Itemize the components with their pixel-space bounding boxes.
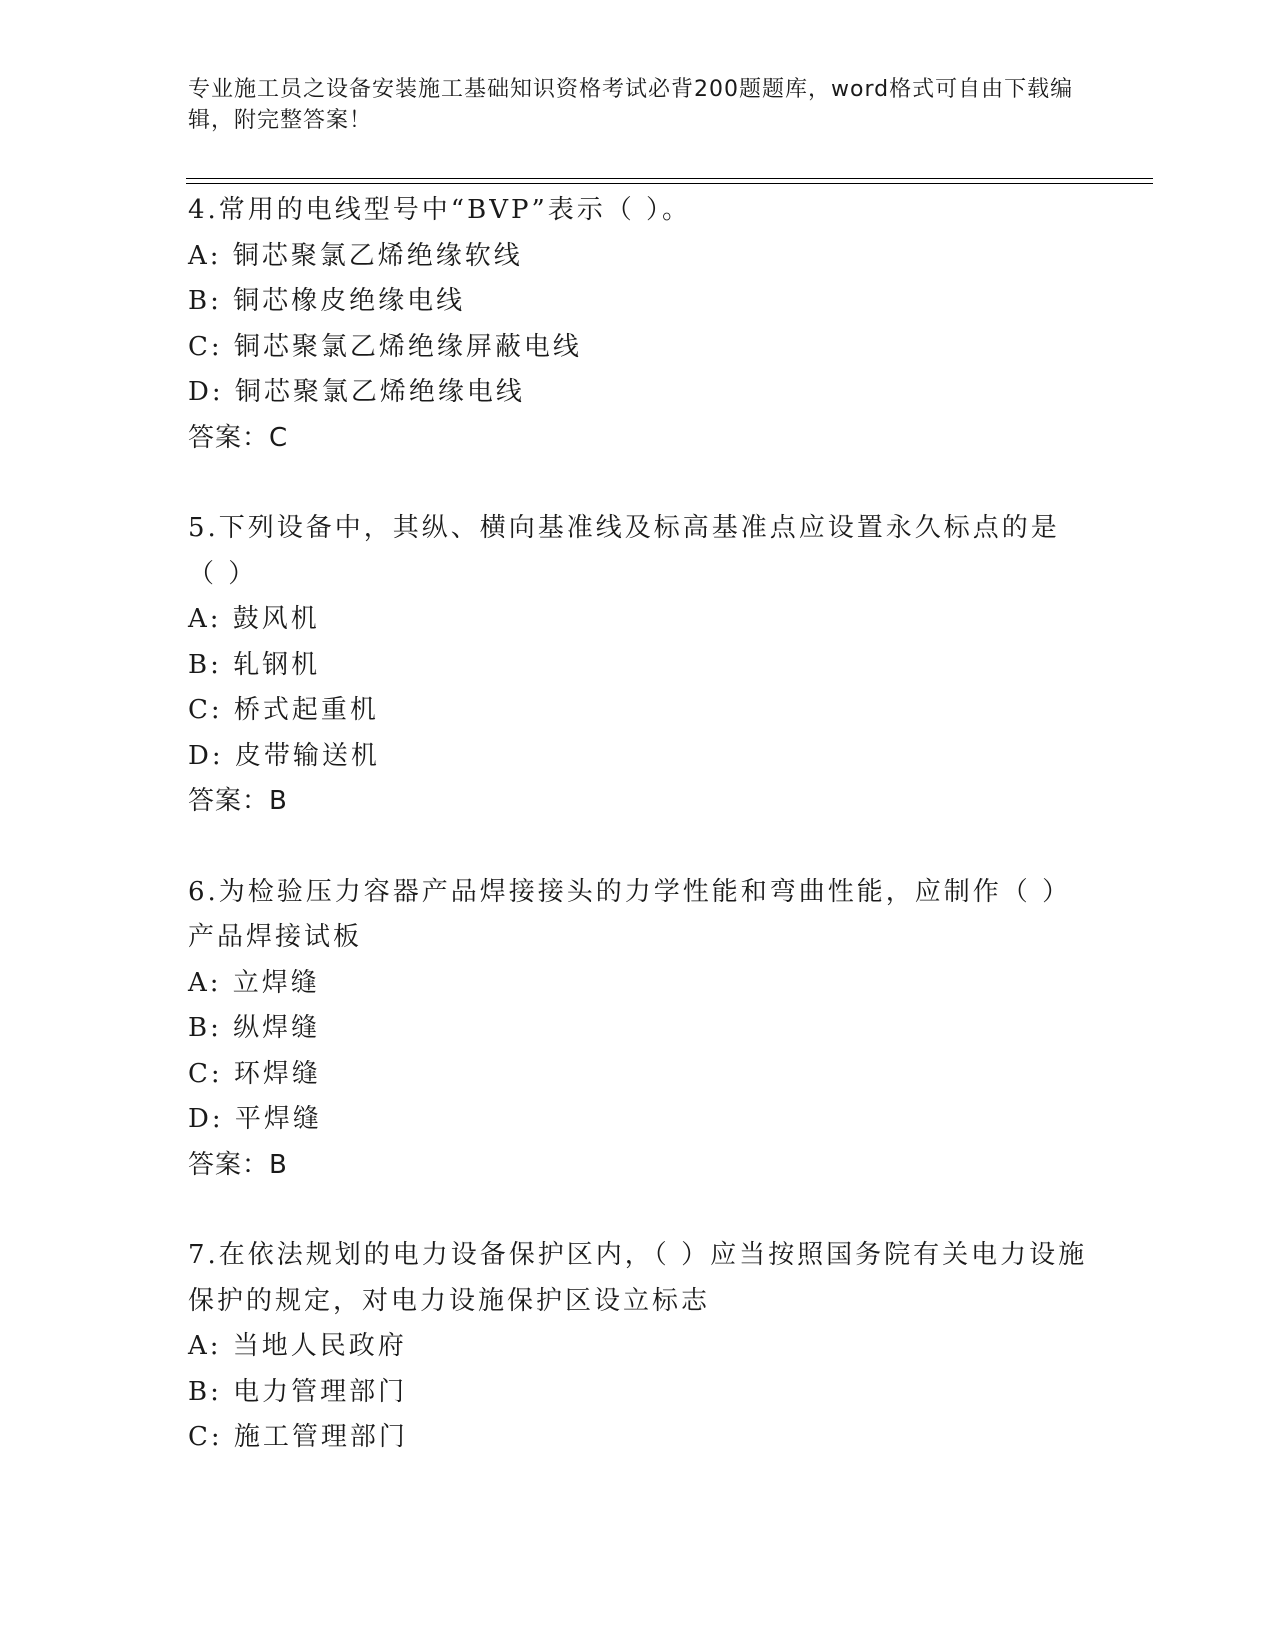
question-stem: 4.常用的电线型号中“BVP”表示（ ）。 bbox=[188, 195, 692, 225]
answer: 答案：C bbox=[188, 422, 289, 453]
question-stem: 7.在依法规划的电力设备保护区内，（ ）应当按照国务院有关电力设施保护的规定，对电力设施保护区设立标志 bbox=[188, 1240, 1088, 1316]
question-spacer bbox=[188, 1188, 1088, 1233]
question-list bbox=[188, 188, 1088, 1461]
option-a: A: 立焊缝 bbox=[188, 967, 320, 998]
option-a: A: 当地人民政府 bbox=[188, 1331, 407, 1361]
option-c: C: 铜芯聚氯乙烯绝缘屏蔽电线 bbox=[188, 331, 582, 362]
question-spacer bbox=[188, 825, 1088, 870]
question-7 bbox=[188, 1233, 1088, 1461]
option-d: D: 平焊缝 bbox=[188, 1104, 322, 1134]
option-d: D: 铜芯聚氯乙烯绝缘电线 bbox=[188, 377, 525, 407]
header-rule-bottom bbox=[186, 183, 1153, 184]
option-b: B: 纵焊缝 bbox=[188, 1013, 321, 1043]
question-5 bbox=[188, 506, 1088, 825]
option-c: C: 施工管理部门 bbox=[188, 1422, 408, 1452]
option-c: C: 桥式起重机 bbox=[188, 695, 379, 725]
option-d: D: 皮带输送机 bbox=[188, 740, 380, 771]
answer: 答案：B bbox=[188, 1149, 288, 1180]
option-b: B: 轧钢机 bbox=[188, 649, 321, 680]
option-a: A: 铜芯聚氯乙烯绝缘软线 bbox=[188, 240, 523, 271]
header-rule-top bbox=[186, 178, 1153, 179]
question-stem: 6.为检验压力容器产品焊接接头的力学性能和弯曲性能，应制作（ ）产品焊接试板 bbox=[188, 876, 1072, 952]
option-b: B: 铜芯橡皮绝缘电线 bbox=[188, 286, 466, 316]
question-4 bbox=[188, 188, 1088, 461]
document-intro: 专业施工员之设备安装施工基础知识资格考试必背200题题库，word格式可自由下载编辑，附完整答案！ bbox=[188, 77, 1074, 133]
option-b: B: 电力管理部门 bbox=[188, 1376, 408, 1407]
option-c: C: 环焊缝 bbox=[188, 1058, 321, 1089]
question-spacer bbox=[188, 461, 1088, 506]
question-6 bbox=[188, 870, 1088, 1189]
option-a: A: 鼓风机 bbox=[188, 604, 320, 634]
answer: 答案：B bbox=[188, 786, 288, 816]
question-stem: 5.下列设备中，其纵、横向基准线及标高基准点应设置永久标点的是（ ） bbox=[188, 513, 1060, 589]
